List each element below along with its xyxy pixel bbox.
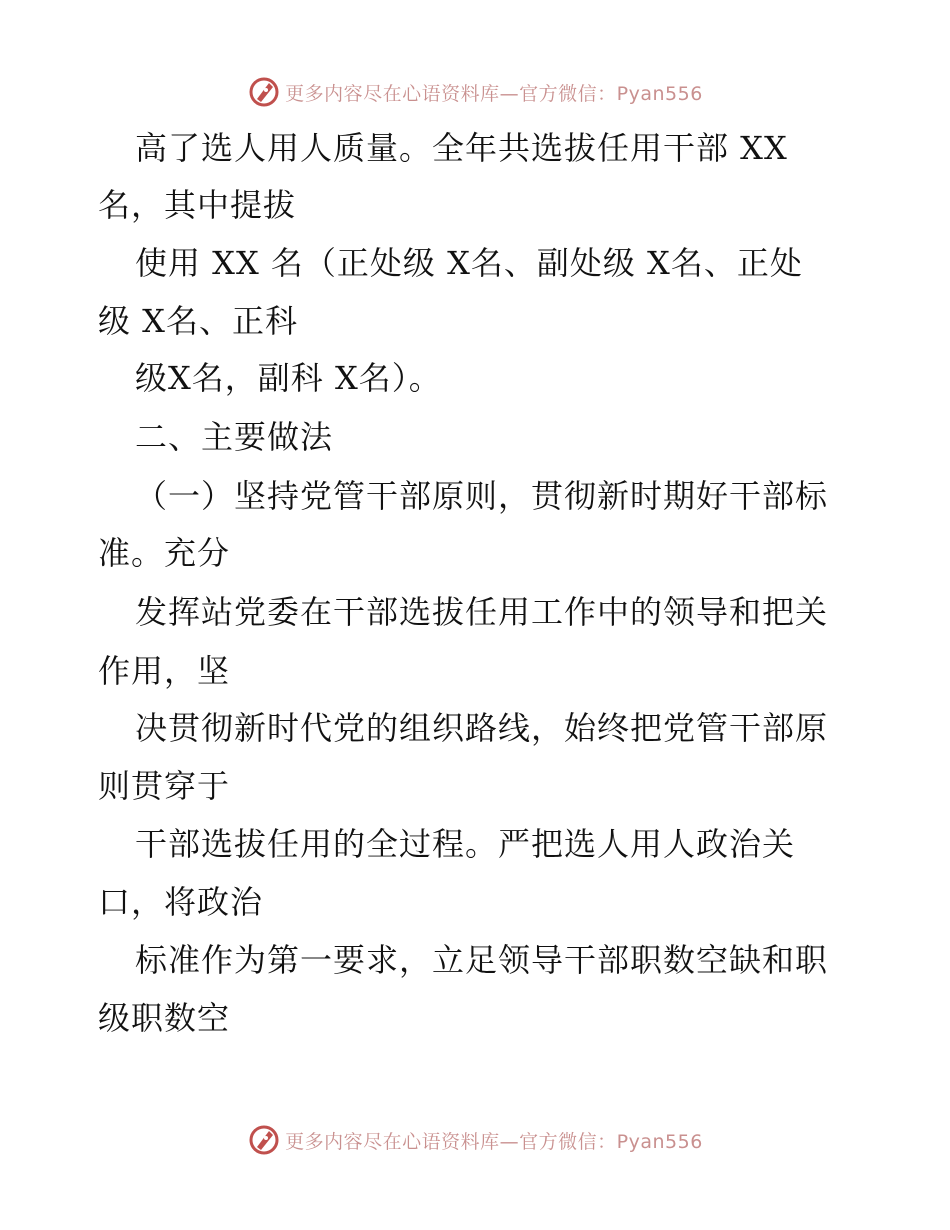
section-heading: 二、主要做法	[135, 418, 334, 456]
body-line: 干部选拔任用的全过程。严把选人用人政治关	[135, 825, 796, 863]
body-line: 作用，坚	[98, 652, 231, 690]
body-line: 名，其中提拔	[98, 186, 297, 224]
body-line: 准。充分	[98, 534, 231, 572]
body-line: 级职数空	[98, 999, 231, 1037]
body-line: 使用 XX 名（正处级 X名、副处级 X名、正处	[135, 244, 803, 282]
body-line: 级 X名、正科	[98, 302, 298, 340]
body-line: 则贯穿于	[98, 767, 231, 805]
pen-nib-logo-icon	[247, 75, 281, 109]
body-line: 标准作为第一要求，立足领导干部职数空缺和职	[135, 941, 829, 979]
body-line: 级X名，副科 X名）。	[135, 359, 442, 397]
footer-watermark-text: 更多内容尽在心语资料库—官方微信：Pyan556	[285, 1130, 703, 1153]
header-watermark	[0, 72, 950, 112]
body-line: 高了选人用人质量。全年共选拔任用干部 XX	[135, 129, 788, 167]
pen-nib-logo-icon	[247, 1123, 281, 1157]
header-watermark-text: 更多内容尽在心语资料库—官方微信：Pyan556	[285, 82, 703, 105]
body-line: （一）坚持党管干部原则，贯彻新时期好干部标	[135, 477, 829, 515]
footer-watermark	[0, 1120, 950, 1160]
body-line: 发挥站党委在干部选拔任用工作中的领导和把关	[135, 593, 829, 631]
body-line: 口，将政治	[98, 883, 264, 921]
body-line: 决贯彻新时代党的组织路线，始终把党管干部原	[135, 709, 829, 747]
